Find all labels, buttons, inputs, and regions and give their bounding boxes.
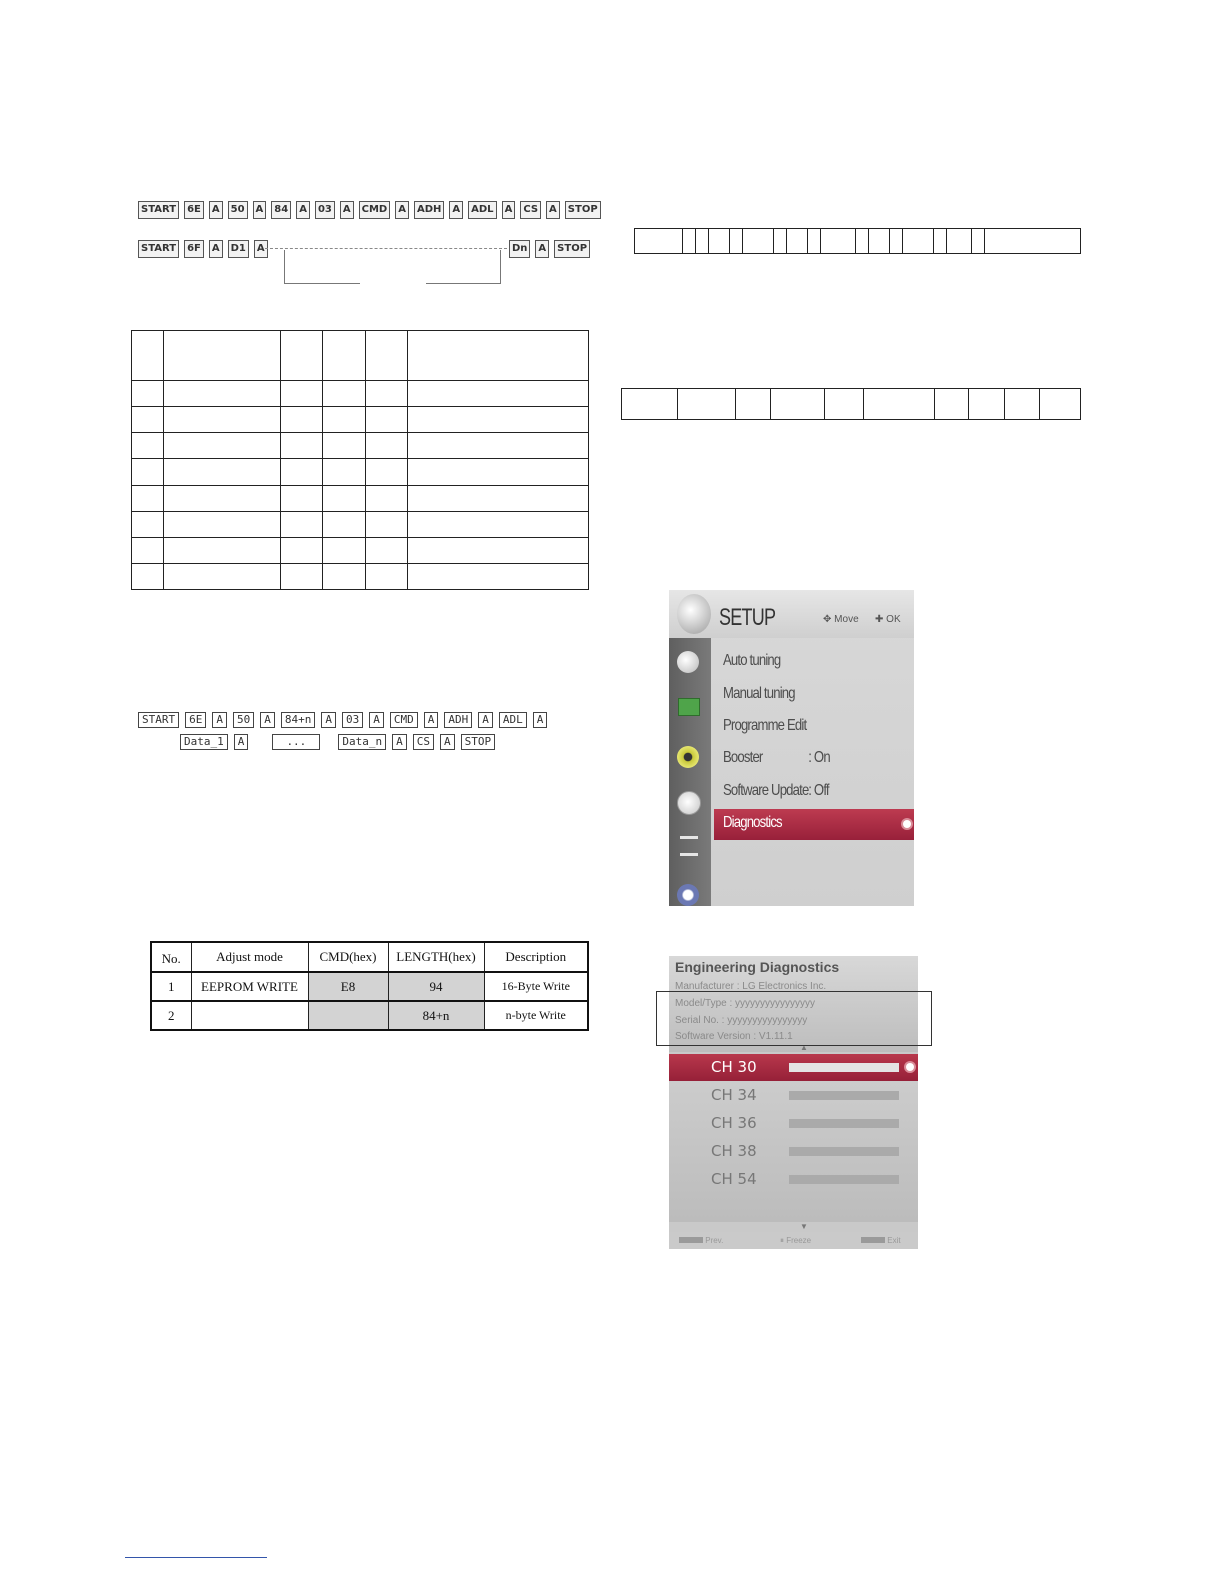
option-icon	[680, 836, 698, 856]
protocol-field: 03	[315, 201, 335, 219]
channel-row[interactable]	[669, 1054, 918, 1081]
table-cell-length: 84+n	[388, 1001, 484, 1030]
setup-logo-icon	[677, 594, 711, 634]
protocol-field: A	[296, 201, 310, 219]
protocol-field: A	[478, 712, 493, 728]
protocol-field: Data_1	[180, 734, 228, 750]
protocol-field: 03	[342, 712, 363, 728]
channel-row[interactable]	[669, 1082, 918, 1109]
empty-protocol-grid-1	[634, 228, 1081, 254]
move-hint-label: Move	[834, 614, 859, 625]
bracket-gap	[360, 278, 426, 286]
time-icon	[677, 791, 701, 815]
protocol-field: Dn	[509, 240, 530, 258]
audio-icon	[677, 746, 699, 768]
table-cell-desc: 16-Byte Write	[484, 972, 588, 1001]
protocol-field: 6E	[185, 712, 206, 728]
adjust-mode-table	[150, 941, 589, 1031]
protocol-field: STOP	[461, 734, 496, 750]
table-cell-cmd: E8	[308, 972, 388, 1001]
protocol-field: CS	[520, 201, 541, 219]
write-protocol-row	[138, 201, 606, 219]
protocol-field: A	[449, 201, 463, 219]
protocol-field: START	[138, 240, 179, 258]
setup-sidebar	[669, 638, 711, 906]
protocol-field: A	[440, 734, 455, 750]
channel-label: CH 54	[711, 1170, 757, 1188]
empty-table	[131, 330, 589, 590]
header-cmd: CMD(hex)	[308, 942, 388, 972]
protocol-field: CS	[413, 734, 434, 750]
protocol-field: D1	[228, 240, 249, 258]
protocol-field: ...	[272, 734, 320, 750]
protocol-field: ADH	[444, 712, 472, 728]
ok-icon: ✚	[875, 614, 884, 625]
scroll-up-icon[interactable]: ▲	[800, 1043, 808, 1052]
menu-item-booster[interactable]	[723, 749, 830, 767]
protocol-field: CMD	[359, 201, 391, 219]
protocol-field: A	[234, 734, 249, 750]
table-cell-no: 2	[151, 1001, 191, 1030]
channel-icon	[677, 651, 699, 673]
scroll-down-icon[interactable]: ▼	[800, 1222, 808, 1231]
setup-menu-screenshot	[669, 590, 914, 906]
menu-item-label: Programme Edit	[723, 717, 807, 734]
exit-hint[interactable]	[861, 1236, 901, 1245]
protocol-field: ADH	[414, 201, 444, 219]
signal-bar	[789, 1119, 899, 1128]
protocol-field: A	[209, 201, 223, 219]
protocol-field: 50	[233, 712, 254, 728]
protocol-field: 6E	[184, 201, 204, 219]
freeze-icon: ⏸	[780, 1236, 784, 1245]
protocol-field: A	[502, 201, 516, 219]
move-hint	[823, 614, 859, 625]
select-dot-icon	[906, 1063, 914, 1071]
menu-item-programme-edit[interactable]	[723, 717, 806, 735]
protocol-field: A	[369, 712, 384, 728]
protocol-field: START	[138, 712, 179, 728]
protocol-field: A	[535, 240, 549, 258]
table-cell-cmd	[308, 1001, 388, 1030]
header-description: Description	[484, 942, 588, 972]
protocol-field: 6F	[184, 240, 204, 258]
nbyte-protocol-row-2	[180, 734, 501, 750]
menu-item-label: Diagnostics	[723, 814, 782, 831]
setup-title: SETUP	[719, 604, 776, 631]
protocol-field: 84+n	[281, 712, 316, 728]
channel-row[interactable]	[669, 1138, 918, 1165]
channel-label: CH 30	[711, 1058, 757, 1076]
signal-bar	[789, 1091, 899, 1100]
protocol-field: A	[424, 712, 439, 728]
protocol-field: ADL	[499, 712, 527, 728]
header-length: LENGTH(hex)	[388, 942, 484, 972]
diag-info-line: Model/Type : yyyyyyyyyyyyyyyy	[675, 998, 816, 1009]
menu-item-diagnostics[interactable]	[723, 814, 782, 832]
table-cell-desc: n-byte Write	[484, 1001, 588, 1030]
protocol-field: A	[395, 201, 409, 219]
header-adjust-mode: Adjust mode	[191, 942, 308, 972]
prev-button-icon	[679, 1237, 703, 1243]
footnote-rule	[125, 1557, 267, 1558]
protocol-field: START	[138, 201, 179, 219]
ok-hint-label: OK	[886, 614, 901, 625]
table-cell-no: 1	[151, 972, 191, 1001]
diag-title: Engineering Diagnostics	[675, 959, 840, 975]
menu-item-value: : On	[808, 749, 830, 766]
menu-item-label: Auto tuning	[723, 652, 781, 669]
protocol-field: A	[392, 734, 407, 750]
exit-hint-label: Exit	[887, 1236, 901, 1245]
protocol-field: A	[209, 240, 223, 258]
table-cell-mode: EEPROM WRITE	[191, 972, 308, 1001]
ok-hint	[875, 614, 901, 625]
freeze-hint-label: Freeze	[786, 1236, 812, 1245]
menu-item-label: Booster	[723, 749, 763, 766]
header-no: No.	[151, 942, 191, 972]
table-cell-length: 94	[388, 972, 484, 1001]
channel-row[interactable]	[669, 1110, 918, 1137]
menu-item-label: Software Update	[723, 782, 809, 799]
signal-bar	[789, 1063, 899, 1072]
protocol-field: CMD	[390, 712, 418, 728]
move-icon: ✥	[823, 614, 832, 625]
channel-label: CH 36	[711, 1114, 757, 1132]
protocol-field: A	[212, 712, 227, 728]
protocol-field: A	[254, 240, 268, 258]
model-serial-callout-box	[656, 991, 932, 1046]
lock-icon	[677, 884, 699, 906]
protocol-field: 84	[271, 201, 291, 219]
channel-label: CH 34	[711, 1086, 757, 1104]
menu-item-software-update[interactable]	[723, 782, 829, 800]
protocol-field: 50	[228, 201, 248, 219]
empty-protocol-grid-2	[621, 388, 1081, 420]
diag-info-line: Manufacturer : LG Electronics Inc.	[675, 981, 827, 992]
protocol-field: A	[260, 712, 275, 728]
protocol-field: ADL	[468, 201, 496, 219]
protocol-field: A	[546, 201, 560, 219]
picture-icon	[678, 698, 700, 716]
read-dashed-line	[265, 248, 507, 249]
menu-item-manual-tuning[interactable]	[723, 685, 795, 703]
protocol-field: Data_n	[338, 734, 386, 750]
read-protocol-row-left	[138, 240, 273, 258]
prev-hint-label: Prev.	[705, 1236, 724, 1245]
prev-hint[interactable]	[679, 1236, 723, 1245]
protocol-field: A	[533, 712, 548, 728]
freeze-hint[interactable]	[780, 1236, 811, 1246]
protocol-field: STOP	[565, 201, 601, 219]
diag-info-line: Serial No. : yyyyyyyyyyyyyyyy	[675, 1015, 808, 1026]
protocol-field: A	[340, 201, 354, 219]
signal-bar	[789, 1175, 899, 1184]
protocol-field: A	[321, 712, 336, 728]
exit-button-icon	[861, 1237, 885, 1243]
channel-label: CH 38	[711, 1142, 757, 1160]
diag-info-line: Software Version : V1.11.1	[675, 1031, 793, 1042]
read-protocol-row-right	[509, 240, 595, 258]
protocol-field: STOP	[554, 240, 590, 258]
protocol-field: A	[253, 201, 267, 219]
select-dot-icon	[903, 820, 911, 828]
menu-item-value: : Off	[808, 782, 829, 799]
channel-row[interactable]	[669, 1166, 918, 1193]
nbyte-protocol-row-1	[138, 712, 547, 728]
menu-item-auto-tuning[interactable]	[723, 652, 780, 670]
menu-item-label: Manual tuning	[723, 685, 795, 702]
table-cell-mode	[191, 1001, 308, 1030]
signal-bar	[789, 1147, 899, 1156]
